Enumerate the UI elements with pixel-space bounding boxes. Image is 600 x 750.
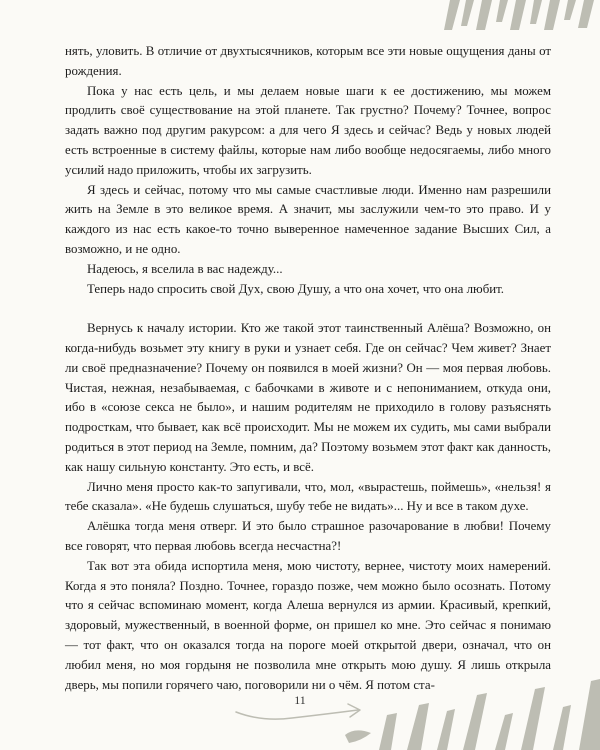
body-text [65,42,551,695]
paragraph-9: Так вот эта обида испортила меня, мою чистоту, вернее, чистоту моих намерений. Когда я это поняла? Поздно. Точнее, гораздо позже, чем можно было осознать. Потому что я сейчас вспоминаю момент, когда Алеша вернулся из армии. Красивый, крепкий, здоровый, мужественный, в военной форме, он пришел ко мне. Это сейчас я понимаю — тот факт, что он оказался тогда на пороге моей открытой двери, означал, что он любил меня, но моя гордыня не позволила мне открыть мою душу. Я лишь открыла дверь, мы попили горячего чаю, поговорили ни о чём. Я потом ста- [65,558,551,692]
paragraph-1: нять, уловить. В отличие от двухтысячников, которым все эти новые ощущения даны от рождения. [65,44,551,78]
page-number: 11 [294,693,306,707]
stripe-decoration-bottom [335,675,600,750]
paragraph-4: Надеюсь, я вселила в вас надежду... [87,261,283,276]
paragraph-6: Вернусь к началу истории. Кто же такой этот таинственный Алёша? Возможно, он когда-нибудь возьмет эту книгу в руки и узнает себя. Где он сейчас? Чем живет? Знает ли своё предназначение? Почему он появился в моей жизни? Он — моя первая любовь. Чистая, нежная, незабываемая, с бабочками в животе и с непониманием, откуда они, ибо в «союзе секса не было», и нашим родителям не приходило в голову разъяснять подросткам, что бывает, как всё происходит. Мы не можем их судить, мы сами выбрали родиться в этот период на Земле, помним, да? Поэтому возьмем этот факт как данность, как нашу сильную константу. Это есть, и всё. [65,321,551,474]
paragraph-3: Я здесь и сейчас, потому что мы самые счастливые люди. Именно нам разрешили жить на Земле в это великое время. А значит, мы заслужили чем-то это право. И у каждого из нас есть какое-то точно выверенное намеченное задание Высших Сил, а возможно, и не одно. [65,182,551,256]
paragraph-8: Алёшка тогда меня отверг. И это было страшное разочарование в любви! Почему все говорят, что первая любовь всегда несчастна?! [65,519,551,553]
paragraph-5: Теперь надо спросить свой Дух, свою Душу, а что она хочет, что она любит. [87,281,505,296]
paragraph-2: Пока у нас есть цель, и мы делаем новые шаги к ее достижению, мы можем продлить своё существование на этой планете. Так грустно? Почему? Точнее, вопрос задать важно под другим ракурсом: а для чего Я здесь и сейчас? Ведь у новых людей есть встроенные в систему файлы, которые нам либо вообще недосягаемы, либо много усилий надо приложить, чтобы их загрузить. [65,83,551,177]
paragraph-7: Лично меня просто как-то запугивали, что, мол, «вырастешь, поймешь», «нельзя! я тебе сказала». «Не будешь слушаться, шубу тебе не видать»... Ну и все в таком духе. [65,479,551,514]
stripe-decoration-top [430,0,600,30]
